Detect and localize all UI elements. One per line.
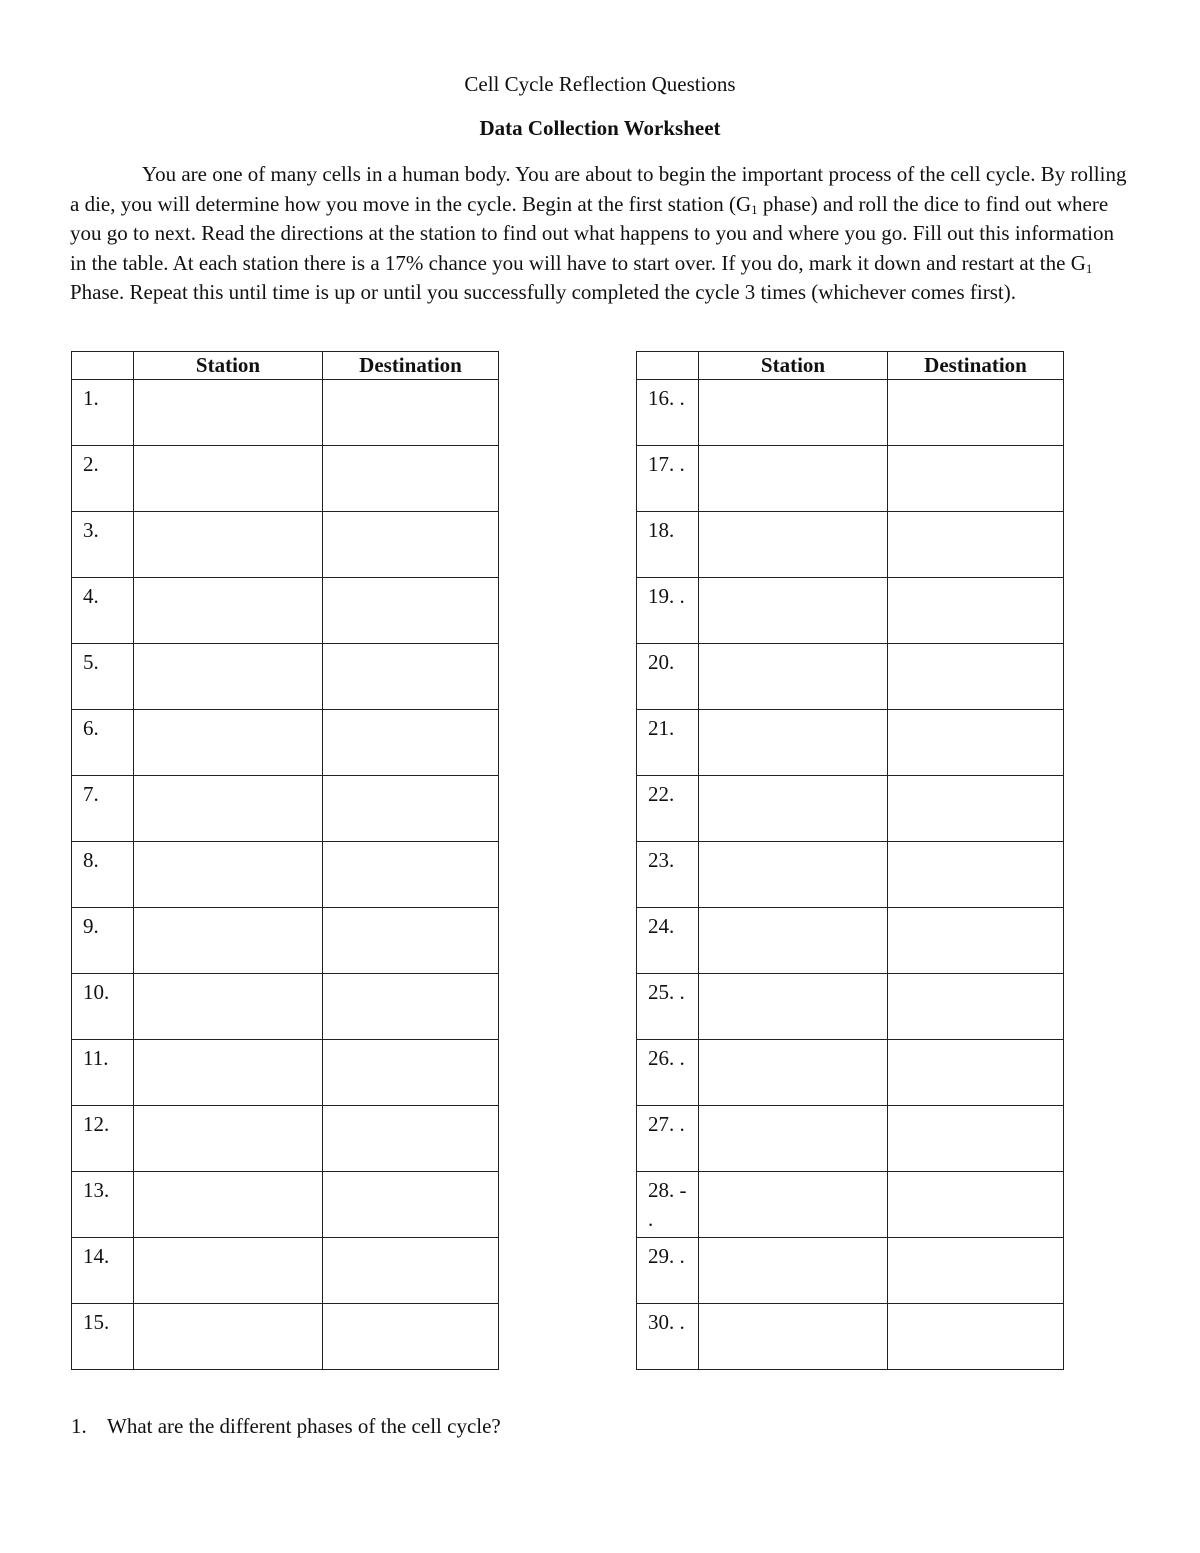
table-row: [72, 842, 499, 908]
destination-cell[interactable]: [888, 842, 1064, 908]
destination-cell[interactable]: [323, 1304, 499, 1370]
destination-cell[interactable]: [888, 512, 1064, 578]
row-number: 9.: [72, 908, 134, 974]
row-number: 14.: [72, 1238, 134, 1304]
destination-cell[interactable]: [323, 1040, 499, 1106]
table-body: [637, 380, 1064, 1370]
destination-cell[interactable]: [323, 578, 499, 644]
table-row: [72, 1304, 499, 1370]
row-number: 22.: [637, 776, 699, 842]
destination-cell[interactable]: [323, 974, 499, 1040]
station-cell[interactable]: [699, 446, 888, 512]
destination-cell[interactable]: [888, 908, 1064, 974]
station-cell[interactable]: [134, 446, 323, 512]
header-destination: Destination: [888, 352, 1064, 380]
station-cell[interactable]: [699, 1238, 888, 1304]
row-number: 20.: [637, 644, 699, 710]
question-1: [71, 1414, 501, 1439]
question-number: 1.: [71, 1414, 87, 1438]
station-cell[interactable]: [134, 974, 323, 1040]
header-station: Station: [699, 352, 888, 380]
table-row: [637, 380, 1064, 446]
destination-cell[interactable]: [888, 1172, 1064, 1238]
station-cell[interactable]: [699, 1106, 888, 1172]
station-cell[interactable]: [134, 908, 323, 974]
destination-cell[interactable]: [888, 710, 1064, 776]
destination-cell[interactable]: [323, 842, 499, 908]
instructions-paragraph: [70, 160, 1130, 308]
row-number: 29. .: [637, 1238, 699, 1304]
header-number: [637, 352, 699, 380]
destination-cell[interactable]: [888, 446, 1064, 512]
table-row: [72, 908, 499, 974]
table-row: [637, 710, 1064, 776]
station-cell[interactable]: [134, 644, 323, 710]
row-number: 4.: [72, 578, 134, 644]
destination-cell[interactable]: [323, 644, 499, 710]
row-number: 21.: [637, 710, 699, 776]
station-cell[interactable]: [134, 1304, 323, 1370]
station-cell[interactable]: [134, 380, 323, 446]
table-header-row: [72, 352, 499, 380]
station-cell[interactable]: [134, 1106, 323, 1172]
station-cell[interactable]: [134, 710, 323, 776]
table-row: [72, 446, 499, 512]
table-row: [72, 974, 499, 1040]
row-number: 8.: [72, 842, 134, 908]
destination-cell[interactable]: [323, 446, 499, 512]
row-number: 12.: [72, 1106, 134, 1172]
subscript-1: 1: [751, 201, 758, 217]
station-cell[interactable]: [134, 578, 323, 644]
instructions-text-2: phase) and roll the dice to find out where you go to next. Read the directions at the station to find out what happens to you and where you go. Fill out this information in the table. At each station there is a 17% chance you will have to start over. If you do, mark it down and restart at the G: [70, 191, 1115, 275]
row-number: 24.: [637, 908, 699, 974]
row-number: 19. .: [637, 578, 699, 644]
destination-cell[interactable]: [323, 512, 499, 578]
table-body: [72, 380, 499, 1370]
document-subtitle: Data Collection Worksheet: [479, 116, 721, 140]
table-row: [637, 1172, 1064, 1238]
station-cell[interactable]: [699, 380, 888, 446]
destination-cell[interactable]: [888, 974, 1064, 1040]
destination-cell[interactable]: [888, 776, 1064, 842]
destination-cell[interactable]: [888, 1106, 1064, 1172]
row-number: 5.: [72, 644, 134, 710]
row-number: 11.: [72, 1040, 134, 1106]
station-cell[interactable]: [699, 974, 888, 1040]
table-header-row: [637, 352, 1064, 380]
table-row: [72, 380, 499, 446]
subscript-2: 1: [1085, 260, 1093, 276]
station-cell[interactable]: [134, 1238, 323, 1304]
destination-cell[interactable]: [323, 380, 499, 446]
row-number: 6.: [72, 710, 134, 776]
table-row: [637, 1040, 1064, 1106]
station-cell[interactable]: [699, 1040, 888, 1106]
row-number: 7.: [72, 776, 134, 842]
row-number: 2.: [72, 446, 134, 512]
table-row: [637, 1238, 1064, 1304]
data-table-left: [71, 351, 499, 1370]
station-cell[interactable]: [699, 776, 888, 842]
station-cell[interactable]: [699, 842, 888, 908]
destination-cell[interactable]: [323, 1172, 499, 1238]
row-number: 18.: [637, 512, 699, 578]
destination-cell[interactable]: [888, 1040, 1064, 1106]
table-row: [637, 446, 1064, 512]
row-number: 1.: [72, 380, 134, 446]
row-number: 30. .: [637, 1304, 699, 1370]
station-cell[interactable]: [134, 1172, 323, 1238]
table-row: [72, 776, 499, 842]
instructions-text-1: You are one of many cells in a human body. You are about to begin the important process of the cell cycle. By rolling a die, you will determine how you move in the cycle. Begin at the first station (G: [70, 162, 1127, 216]
row-number: 16. .: [637, 380, 699, 446]
row-number: 27. .: [637, 1106, 699, 1172]
table-row: [72, 1106, 499, 1172]
row-number: 17. .: [637, 446, 699, 512]
table-row: [72, 512, 499, 578]
station-cell[interactable]: [699, 1304, 888, 1370]
table-row: [637, 578, 1064, 644]
row-number: 13.: [72, 1172, 134, 1238]
table-row: [637, 512, 1064, 578]
row-number: 23.: [637, 842, 699, 908]
table-row: [72, 1040, 499, 1106]
row-number: 25. .: [637, 974, 699, 1040]
destination-cell[interactable]: [323, 710, 499, 776]
table-row: [72, 1238, 499, 1304]
destination-cell[interactable]: [888, 380, 1064, 446]
row-number: 26. .: [637, 1040, 699, 1106]
destination-cell[interactable]: [323, 776, 499, 842]
row-number: 3.: [72, 512, 134, 578]
table-row: [72, 1172, 499, 1238]
table-row: [637, 842, 1064, 908]
row-number: 28. - .: [637, 1172, 699, 1238]
station-cell[interactable]: [699, 512, 888, 578]
station-cell[interactable]: [134, 512, 323, 578]
destination-cell[interactable]: [888, 1304, 1064, 1370]
station-cell[interactable]: [699, 1172, 888, 1238]
table-row: [637, 776, 1064, 842]
table-row: [72, 710, 499, 776]
table-row: [637, 1106, 1064, 1172]
question-text: What are the different phases of the cell cycle?: [107, 1414, 501, 1438]
row-number: 15.: [72, 1304, 134, 1370]
table-row: [637, 644, 1064, 710]
station-cell[interactable]: [134, 1040, 323, 1106]
destination-cell[interactable]: [323, 1238, 499, 1304]
table-row: [637, 1304, 1064, 1370]
instructions-text-3: Phase. Repeat this until time is up or until you successfully completed the cycle 3 times (whichever comes first).: [70, 280, 1016, 305]
table-row: [637, 908, 1064, 974]
station-cell[interactable]: [699, 644, 888, 710]
station-cell[interactable]: [699, 908, 888, 974]
station-cell[interactable]: [699, 710, 888, 776]
destination-cell[interactable]: [323, 1106, 499, 1172]
row-number: 10.: [72, 974, 134, 1040]
destination-cell[interactable]: [888, 644, 1064, 710]
destination-cell[interactable]: [888, 578, 1064, 644]
table-row: [637, 974, 1064, 1040]
station-cell[interactable]: [134, 842, 323, 908]
destination-cell[interactable]: [323, 908, 499, 974]
header-destination: Destination: [323, 352, 499, 380]
station-cell[interactable]: [134, 776, 323, 842]
header-number: [72, 352, 134, 380]
station-cell[interactable]: [699, 578, 888, 644]
data-table-right: [636, 351, 1064, 1370]
table-row: [72, 644, 499, 710]
table-row: [72, 578, 499, 644]
destination-cell[interactable]: [888, 1238, 1064, 1304]
document-title: Cell Cycle Reflection Questions: [464, 72, 736, 96]
header-station: Station: [134, 352, 323, 380]
